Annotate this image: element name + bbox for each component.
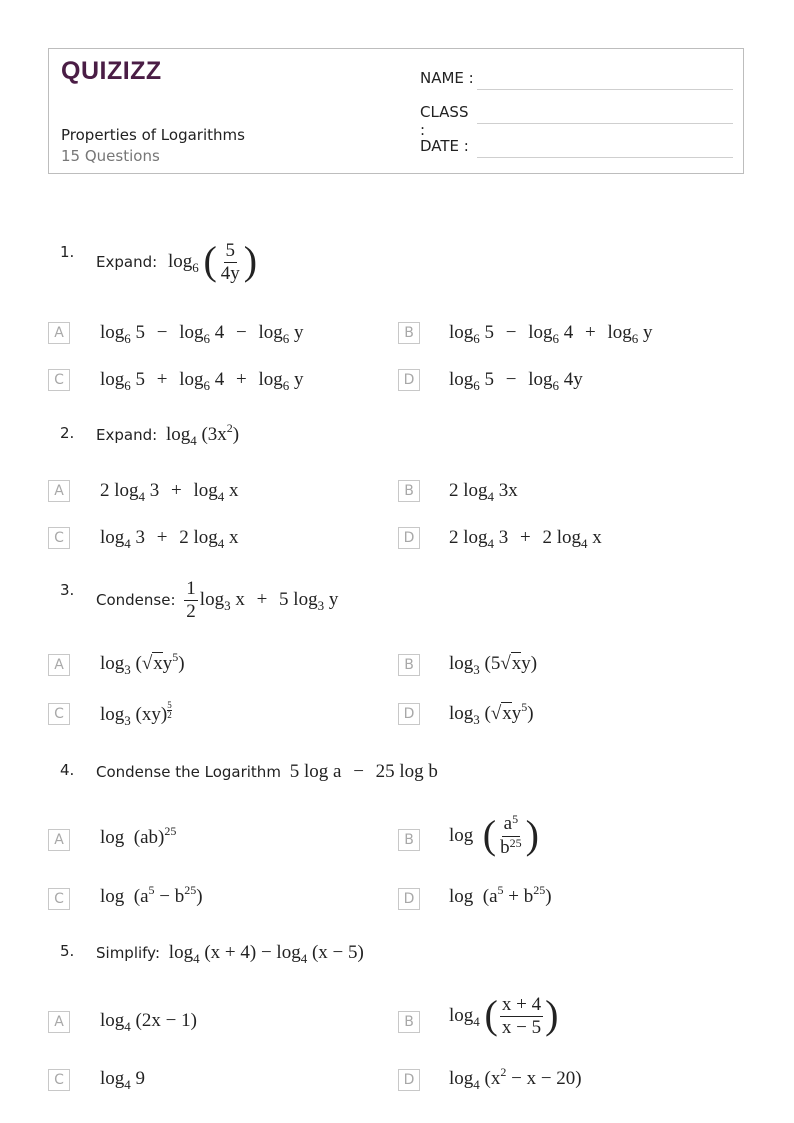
date-field[interactable] bbox=[420, 137, 476, 155]
question-number: 2. bbox=[60, 424, 75, 442]
option-a[interactable]: $\log_6 5 - \log_6 4 - \log_6 y$ bbox=[100, 322, 304, 346]
option-c[interactable]: $\log_3 (xy)$ $\frac{5}{2}$ bbox=[100, 700, 172, 728]
option-c[interactable]: $\log (a^5 - b^{25})$ bbox=[100, 883, 203, 907]
class-field[interactable] bbox=[420, 103, 476, 139]
option-d[interactable]: 2 $\log_4 3 + 2$ $\log_4 x$ bbox=[449, 527, 602, 551]
option-letter-d[interactable]: D bbox=[398, 703, 420, 725]
option-letter-c[interactable]: C bbox=[48, 1069, 70, 1091]
prompt-label: Simplify: bbox=[96, 944, 161, 962]
date-line[interactable] bbox=[477, 157, 733, 158]
option-letter-b[interactable]: B bbox=[398, 480, 420, 502]
question-prompt bbox=[96, 237, 258, 285]
question-math: 5 log a − 25 log b bbox=[289, 761, 438, 782]
option-letter-a[interactable]: A bbox=[48, 322, 70, 344]
question-number: 3. bbox=[60, 581, 75, 599]
option-letter-a[interactable]: A bbox=[48, 1011, 70, 1033]
option-letter-b[interactable]: B bbox=[398, 654, 420, 676]
class-line[interactable] bbox=[477, 123, 733, 124]
option-a[interactable]: log (ab)$^{25}$ bbox=[100, 824, 177, 848]
prompt-label: Expand: bbox=[96, 426, 158, 444]
question-count: 15 Questions bbox=[61, 147, 160, 165]
option-letter-d[interactable]: D bbox=[398, 527, 420, 549]
question-prompt bbox=[96, 421, 240, 448]
option-b[interactable]: $\log_6 5 - \log_6 4 + \log_6 y$ bbox=[449, 322, 653, 346]
option-letter-a[interactable]: A bbox=[48, 829, 70, 851]
option-d[interactable]: $\log (a^5 + b^{25})$ bbox=[449, 883, 552, 907]
date-label: DATE : bbox=[420, 137, 469, 155]
option-letter-c[interactable]: C bbox=[48, 888, 70, 910]
option-letter-c[interactable]: C bbox=[48, 369, 70, 391]
class-label: CLASS : bbox=[420, 103, 469, 139]
option-d[interactable]: $\log_4 (x^2 - x - 20)$ bbox=[449, 1065, 582, 1092]
question-prompt bbox=[96, 578, 338, 623]
option-d[interactable]: $\log_3 (√xy^5)$ bbox=[449, 700, 534, 727]
option-letter-d[interactable]: D bbox=[398, 369, 420, 391]
option-c[interactable]: $\log_4 3 + 2$ $\log_4 x$ bbox=[100, 527, 239, 551]
option-letter-c[interactable]: C bbox=[48, 703, 70, 725]
question-math: $\log_6$ ( $\frac{5}{4y}$ ) bbox=[167, 237, 258, 284]
prompt-label: Expand: bbox=[96, 252, 158, 271]
name-line[interactable] bbox=[477, 89, 733, 90]
question-number: 1. bbox=[60, 243, 75, 261]
name-label: NAME : bbox=[420, 69, 474, 87]
option-letter-c[interactable]: C bbox=[48, 527, 70, 549]
question-math: $\frac{1}{2}$ $\log_3 x + 5$ $\log_3 y$ bbox=[186, 578, 339, 622]
option-c[interactable]: $\log_4 9$ bbox=[100, 1068, 146, 1092]
question-number: 4. bbox=[60, 761, 75, 779]
option-c[interactable]: $\log_6 5 + \log_6 4 + \log_6 y$ bbox=[100, 369, 304, 393]
name-field[interactable] bbox=[420, 69, 476, 87]
option-a[interactable]: 2 $\log_4 3 + \log_4 x$ bbox=[100, 480, 239, 504]
option-letter-b[interactable]: B bbox=[398, 1011, 420, 1033]
option-b[interactable]: log ( $\frac{a^5}{b^{25}}$ ) bbox=[449, 811, 539, 858]
option-letter-d[interactable]: D bbox=[398, 1069, 420, 1091]
option-letter-a[interactable]: A bbox=[48, 654, 70, 676]
option-letter-a[interactable]: A bbox=[48, 480, 70, 502]
worksheet-title: Properties of Logarithms bbox=[61, 126, 245, 144]
option-letter-d[interactable]: D bbox=[398, 888, 420, 910]
prompt-label: Condense the Logarithm bbox=[96, 763, 281, 781]
option-b[interactable]: $\log_4$ ( $\frac{x + 4}{x - 5}$ ) bbox=[449, 991, 559, 1038]
option-b[interactable]: 2 $\log_4 3x$ bbox=[449, 480, 518, 504]
question-prompt bbox=[96, 942, 364, 964]
question-math: $\log_4 (3x^2)$ bbox=[165, 421, 240, 448]
option-a[interactable]: $\log_3 (√xy^5)$ bbox=[100, 650, 185, 677]
option-letter-b[interactable]: B bbox=[398, 322, 420, 344]
question-math: $\log_4 (x + 4) - \log_4 (x - 5)$ bbox=[168, 942, 364, 966]
question-number: 5. bbox=[60, 942, 75, 960]
option-b[interactable]: $\log_3 (5√xy)$ bbox=[449, 653, 538, 677]
worksheet-header bbox=[48, 48, 744, 174]
option-letter-b[interactable]: B bbox=[398, 829, 420, 851]
quizizz-logo: QUIZIZZ bbox=[61, 57, 162, 85]
option-d[interactable]: $\log_6 5 - \log_6 4y$ bbox=[449, 369, 583, 393]
prompt-label: Condense: bbox=[96, 590, 176, 609]
question-prompt bbox=[96, 761, 438, 783]
option-a[interactable]: $\log_4 (2x - 1)$ bbox=[100, 1010, 197, 1034]
